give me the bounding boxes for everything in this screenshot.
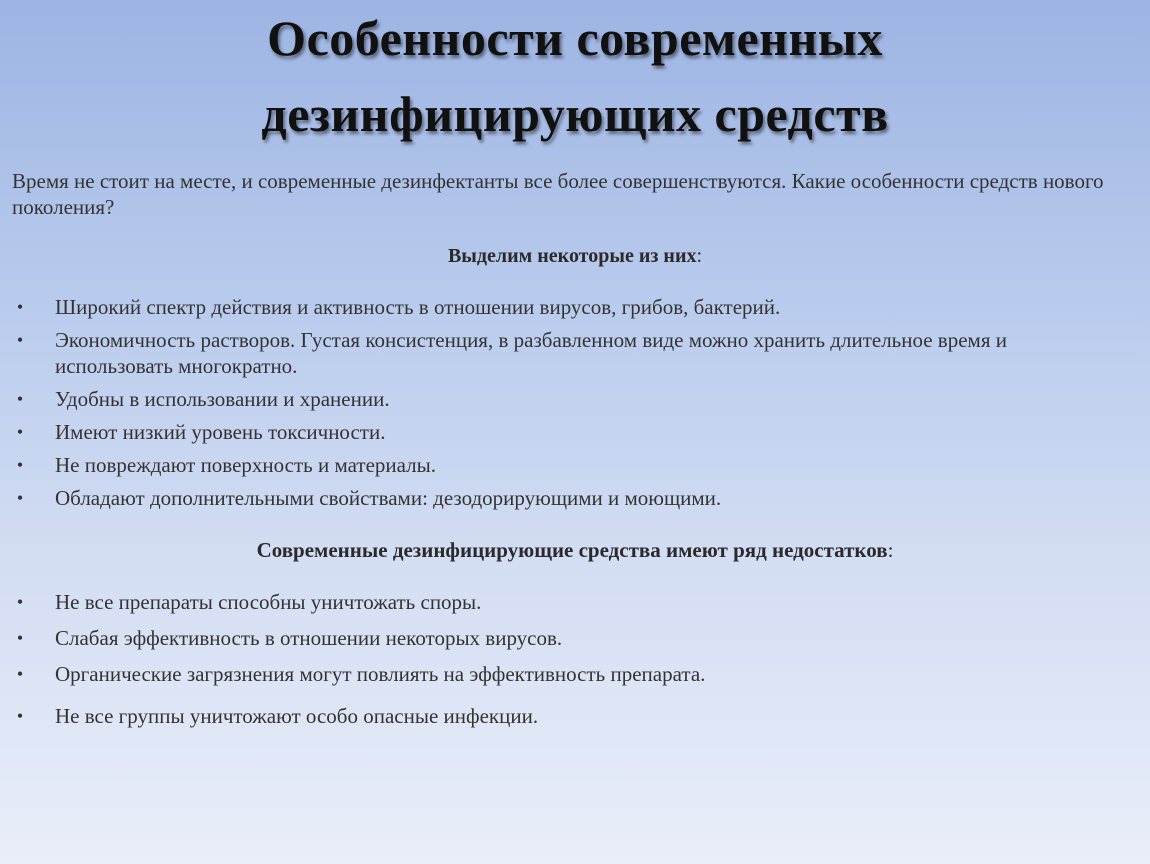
- disadvantages-list: [0, 589, 1120, 739]
- list-item: [0, 703, 1120, 729]
- list-item: [0, 485, 1120, 511]
- list-item: [0, 661, 1120, 687]
- list-item-text: Слабая эффективность в отношении некоторых вирусов.: [55, 626, 563, 650]
- bullet-icon: •: [16, 389, 24, 409]
- list-item-text: Не все препараты способны уничтожать споры.: [55, 590, 482, 614]
- list-item-text: Не повреждают поверхность и материалы.: [55, 453, 436, 477]
- list-item: [0, 327, 1120, 379]
- list-item: [0, 589, 1120, 615]
- list-item: [0, 625, 1120, 651]
- bullet-icon: •: [16, 706, 24, 726]
- list-item-text: Широкий спектр действия и активность в отношении вирусов, грибов, бактерий.: [55, 295, 781, 319]
- advantages-heading-text: Выделим некоторые из них: [447, 245, 697, 267]
- intro-paragraph: Время не стоит на месте, и современные дезинфектанты все более совершенствуются. Какие особенности средств нового поколения?: [12, 169, 1104, 219]
- bullet-icon: •: [16, 297, 24, 317]
- list-item-text: Имеют низкий уровень токсичности.: [55, 420, 386, 444]
- slide-title: [0, 0, 1150, 152]
- title-line: дезинфицирующих средств: [261, 86, 889, 142]
- heading-colon: :: [696, 245, 703, 267]
- bullet-icon: •: [16, 422, 24, 442]
- advantages-list: [0, 294, 1120, 518]
- list-item: [0, 452, 1120, 478]
- list-item: [0, 386, 1120, 412]
- list-item-text: Органические загрязнения могут повлиять на эффективность препарата.: [55, 662, 706, 686]
- bullet-icon: •: [16, 455, 24, 475]
- list-item-text: Не все группы уничтожают особо опасные инфекции.: [55, 704, 539, 728]
- title-line: Особенности современных: [267, 10, 883, 66]
- disadvantages-heading: [0, 536, 1150, 564]
- list-item-text: Экономичность растворов. Густая консистенция, в разбавленном виде можно хранить длительное время и использовать многократно.: [55, 328, 1007, 378]
- list-item: [0, 294, 1120, 320]
- list-item: [0, 419, 1120, 445]
- list-item-text: Обладают дополнительными свойствами: дезодорирующими и моющими.: [55, 486, 722, 510]
- bullet-icon: •: [16, 592, 24, 612]
- bullet-icon: •: [16, 628, 24, 648]
- disadvantages-heading-text: Современные дезинфицирующие средства имеют ряд недостатков: [256, 538, 888, 562]
- list-item-text: Удобны в использовании и хранении.: [55, 387, 390, 411]
- advantages-heading: [0, 243, 1150, 269]
- bullet-icon: •: [16, 330, 24, 350]
- bullet-icon: •: [16, 664, 24, 684]
- bullet-icon: •: [16, 488, 24, 508]
- heading-colon: :: [887, 538, 894, 562]
